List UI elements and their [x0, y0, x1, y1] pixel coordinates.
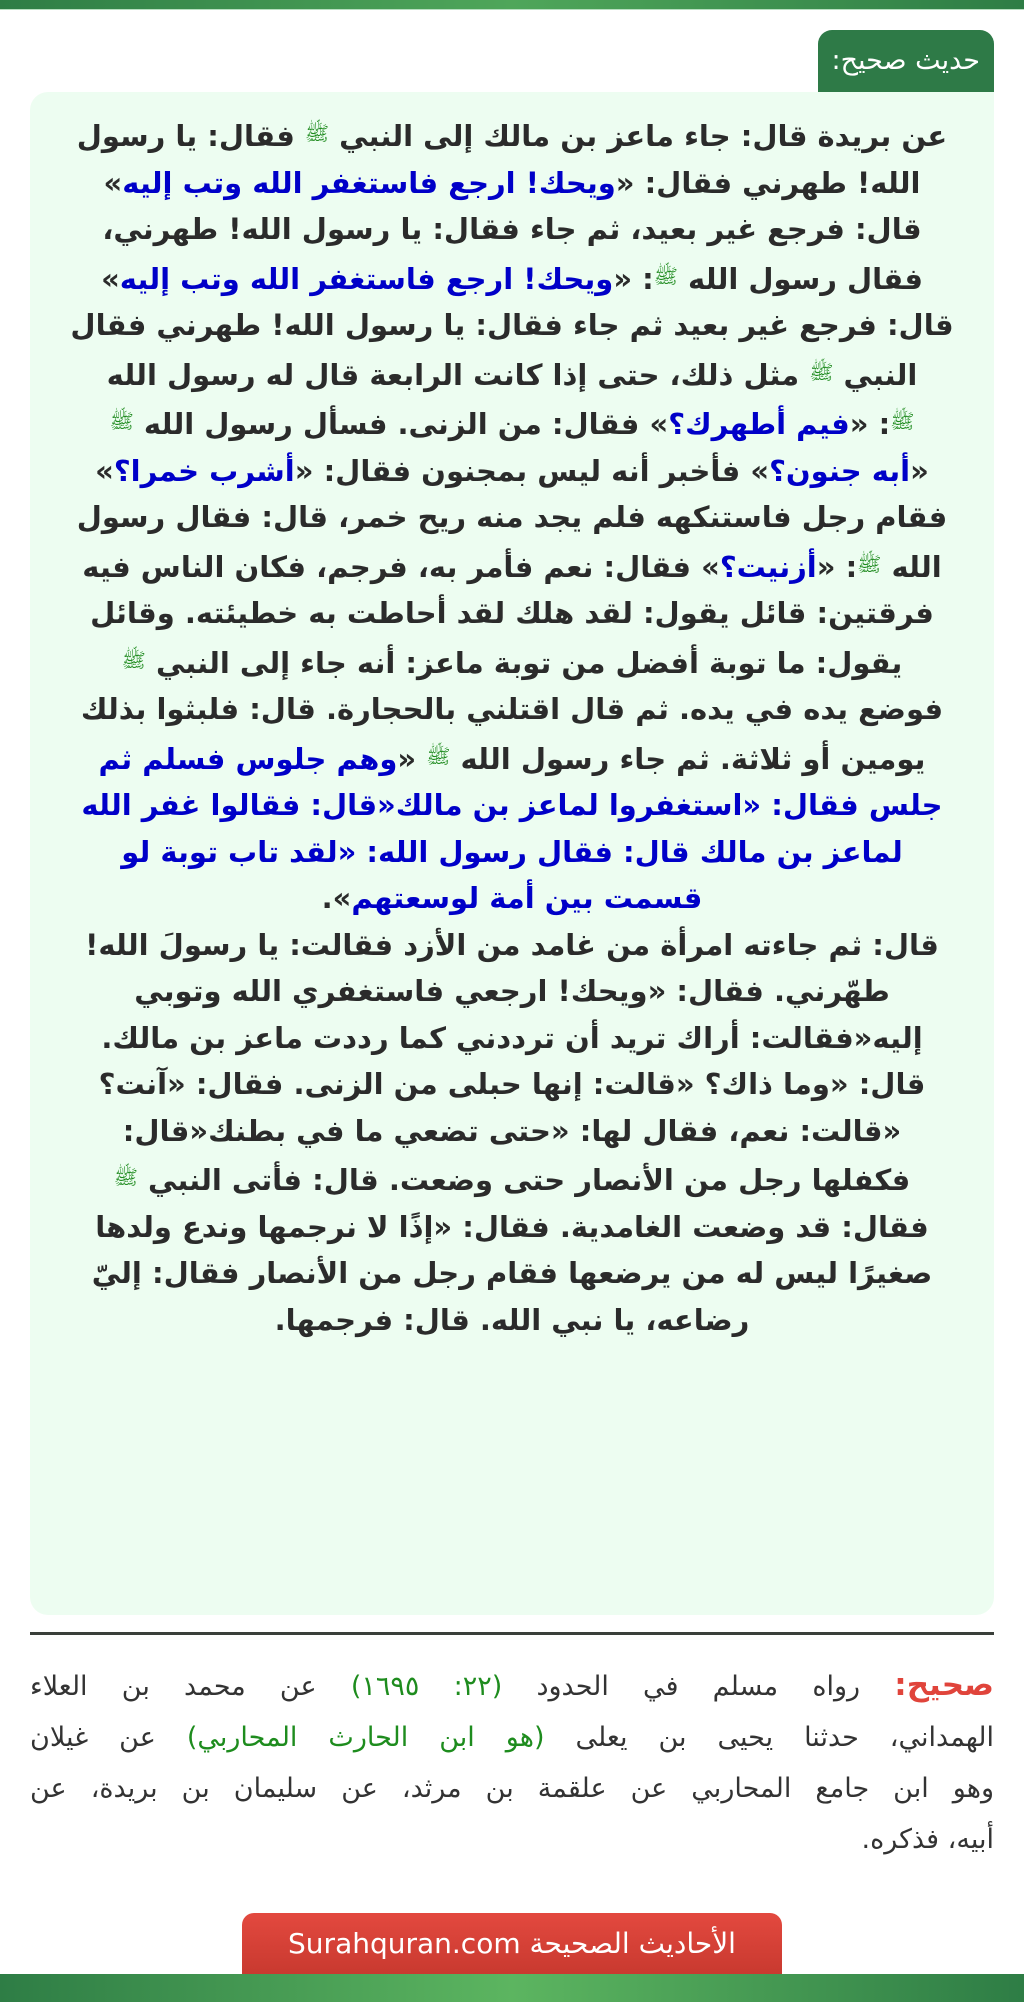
text-line: [50, 398, 974, 448]
text-span: «: [910, 453, 929, 488]
site-link-button[interactable]: الأحاديث الصحيحة Surahquran.com: [242, 1913, 782, 1975]
hadith-grade-badge: حديث صحيح:: [818, 30, 995, 92]
prophet-quote: فيم أطهرك؟: [668, 407, 850, 441]
text-line: [50, 253, 974, 303]
salawat-icon: ﷺ: [426, 743, 451, 768]
prophet-quote: أزنيت؟: [719, 549, 817, 584]
salawat-icon: ﷺ: [857, 551, 882, 576]
text-line: [50, 686, 974, 733]
reference-text: (هو ابن الحارث المحاربي): [186, 1722, 545, 1753]
text-span: قال: «وما ذاك؟ «قالت: إنها حبلى من الزنى. فقال: «آنت؟: [98, 1067, 926, 1101]
text-line: [50, 494, 974, 541]
text-line: [50, 302, 974, 349]
text-line: [50, 637, 974, 687]
top-banner: [0, 0, 1024, 10]
salawat-icon: ﷺ: [809, 359, 834, 384]
text-line: [50, 160, 974, 207]
text-span: قال: ثم جاءته امرأة من غامد من الأزد فقالت: يا رسولَ الله!: [85, 927, 939, 962]
text-span: : «: [613, 261, 654, 296]
text-span: » فقال: نعم فأمر به، فرجم، فكان الناس فيه: [82, 549, 720, 584]
text-line: [30, 1712, 994, 1763]
text-line: [50, 1204, 974, 1251]
hadith-text: [50, 110, 974, 1343]
text-span: يومين أو ثلاثة. ثم جاء رسول الله: [450, 741, 926, 776]
text-line: [50, 206, 974, 253]
salawat-icon: ﷺ: [653, 263, 678, 288]
text-span: صغيرًا ليس له من يرضعها فقام رجل من الأنصار فقال: إليّ: [91, 1256, 933, 1290]
text-span: «: [397, 741, 427, 776]
text-span: «قالت: نعم، فقال لها: «حتى تضعي ما في بطنك«قال:: [122, 1113, 902, 1148]
prophet-quote: ويحك! ارجع فاستغفر الله وتب إليه: [119, 261, 614, 296]
salawat-icon: ﷺ: [304, 121, 330, 145]
text-line: [50, 1154, 974, 1204]
text-span: فرقتين: قائل يقول: لقد هلك لقد أحاطت به خطيئته. وقائل: [90, 596, 934, 630]
salawat-icon: ﷺ: [121, 647, 146, 672]
text-line: [50, 922, 974, 969]
text-line: [50, 782, 974, 829]
text-span: الله: [881, 549, 942, 584]
text-span: إليه«فقالت: أراك تريد أن ترددني كما رددت ماعز بن مالك.: [101, 1020, 923, 1055]
text-span: » فقال: من الزنى. فسأل رسول الله: [133, 407, 669, 441]
text-line: [50, 875, 974, 922]
prophet-quote: أبه جنون؟: [769, 453, 911, 488]
text-span: فكفلها رجل من الأنصار حتى وضعت. قال: فأتى النبي: [137, 1163, 911, 1197]
grade-label: صحيح:: [894, 1667, 994, 1703]
text-span: الهمداني، حدثنا يحيى بن يعلى: [544, 1722, 994, 1753]
text-line: [50, 590, 974, 637]
text-span: أبيه، فذكره.: [861, 1824, 994, 1855]
text-span: عن بريدة قال: جاء ماعز بن مالك إلى النبي: [329, 119, 948, 153]
text-span: فقال: قد وضعت الغامدية. فقال: «إذًا لا نرجمها وندع ولدها: [95, 1209, 929, 1244]
text-line: [30, 1660, 994, 1712]
text-span: يقول: ما توبة أفضل من توبة ماعز: أنه جاء إلى النبي: [145, 645, 903, 680]
bottom-banner: [0, 1974, 1024, 2002]
text-span: فوضع يده في يده. ثم قال اقتلني بالحجارة. قال: فلبثوا بذلك: [80, 692, 944, 726]
prophet-quote: قسمت بين أمة لوسعتهم: [351, 881, 703, 915]
salawat-icon: ﷺ: [109, 409, 134, 433]
text-line: [50, 1061, 974, 1108]
text-span: : «: [816, 549, 858, 584]
text-span: »: [103, 165, 123, 200]
prophet-quote: أشرب خمرا؟: [113, 453, 295, 488]
text-span: : «: [849, 407, 891, 441]
text-line: [50, 733, 974, 783]
text-line: [50, 829, 974, 876]
text-span: قال: فرجع غير بعيد، ثم جاء فقال: يا رسول الله! طهرني،: [102, 212, 922, 246]
hadith-text-box: [30, 92, 994, 1615]
text-line: [50, 349, 974, 399]
text-span: وهو ابن جامع المحاربي عن علقمة بن مرثد، عن سليمان بن بريدة، عن: [30, 1773, 994, 1804]
text-line: [50, 1108, 974, 1155]
text-span: فقام رجل فاستنكهه فلم يجد منه ريح خمر، قال: فقال رسول: [76, 500, 948, 534]
section-divider: [30, 1632, 994, 1635]
text-line: [30, 1814, 994, 1865]
text-line: [50, 448, 974, 495]
text-span: ».: [321, 881, 352, 915]
text-line: [50, 1297, 974, 1344]
text-line: [50, 541, 974, 591]
text-span: قال: فرجع غير بعيد ثم جاء فقال: يا رسول الله! طهرني فقال: [70, 308, 954, 342]
prophet-quote: وهم جلوس فسلم ثم: [98, 741, 398, 776]
reference-text: (٢٢: ١٦٩٥): [350, 1671, 503, 1702]
prophet-quote: لماعز بن مالك قال: فقال رسول الله: «لقد تاب توبة لو: [121, 834, 903, 869]
prophet-quote: ويحك! ارجع فاستغفر الله وتب إليه: [122, 165, 616, 200]
text-span: طهّرني. فقال: «ويحك! ارجعي فاستغفري الله وتوبي: [134, 974, 890, 1008]
text-line: [50, 1015, 974, 1062]
text-line: [50, 1250, 974, 1297]
salawat-icon: ﷺ: [113, 1165, 138, 1189]
text-span: الله! طهرني فقال: «: [615, 165, 921, 200]
text-span: عن غيلان: [30, 1722, 187, 1753]
text-span: »: [95, 453, 114, 488]
text-span: » فأخبر أنه ليس بمجنون فقال: «: [294, 453, 770, 488]
text-span: رواه مسلم في الحدود: [502, 1671, 895, 1702]
hadith-source-citation: [30, 1660, 994, 1865]
text-span: فقال رسول الله: [677, 261, 923, 296]
text-span: »: [101, 261, 120, 296]
text-line: [50, 110, 974, 160]
text-span: عن محمد بن العلاء: [30, 1671, 351, 1702]
text-span: فقال: يا رسول: [76, 119, 305, 153]
text-line: [30, 1763, 994, 1814]
text-line: [50, 968, 974, 1015]
text-span: النبي: [833, 357, 918, 392]
text-span: رضاعه، يا نبي الله. قال: فرجمها.: [274, 1302, 750, 1337]
prophet-quote: جلس فقال: «استغفروا لماعز بن مالك«قال: فقالوا غفر الله: [81, 788, 943, 822]
text-span: مثل ذلك، حتى إذا كانت الرابعة قال له رسول الله: [106, 357, 810, 392]
salawat-icon: ﷺ: [890, 409, 915, 433]
